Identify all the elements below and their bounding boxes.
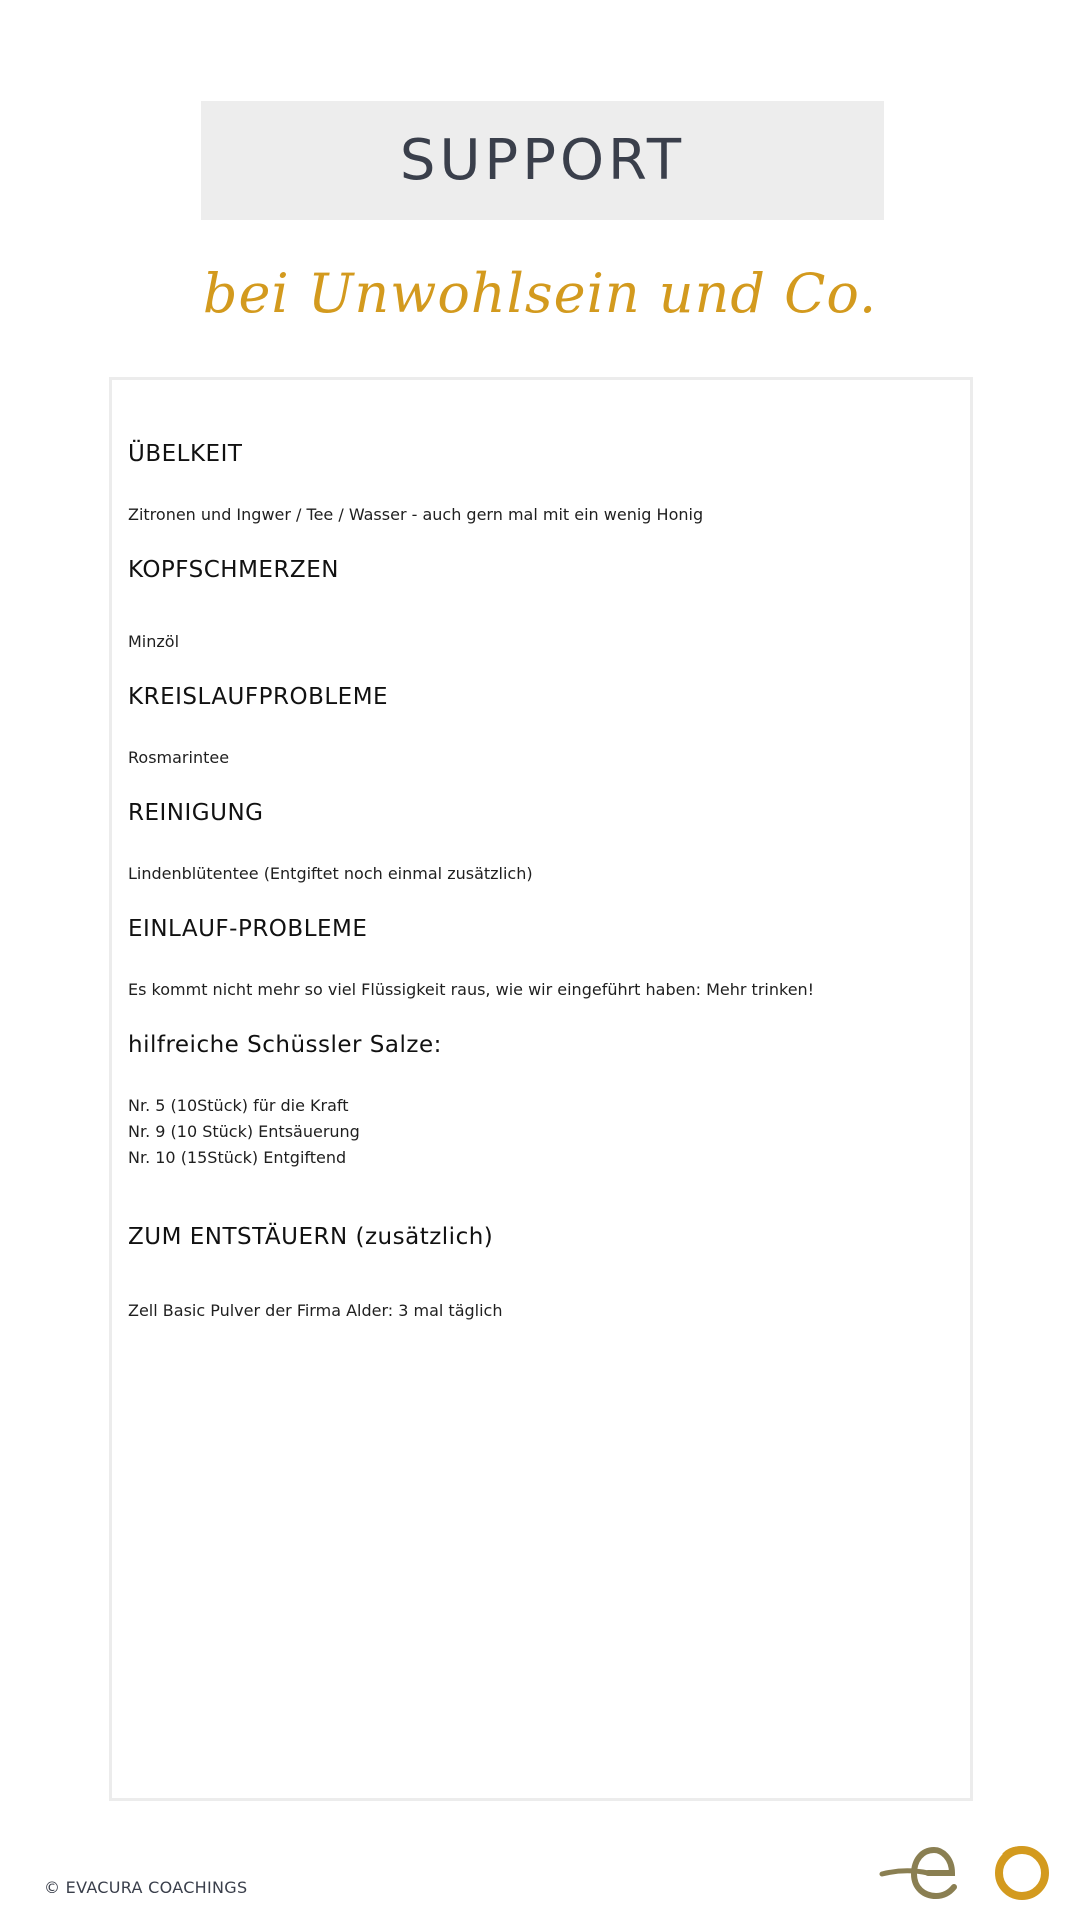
section-text: Minzöl bbox=[128, 632, 180, 651]
footer-copyright: © EVACURA COACHINGS bbox=[44, 1878, 248, 1897]
section-heading: hilfreiche Schüssler Salze: bbox=[128, 1032, 442, 1058]
section-text: Es kommt nicht mehr so viel Flüssigkeit raus, wie wir eingeführt haben: Mehr trinken! bbox=[128, 980, 815, 999]
section-heading: ZUM ENTSTÄUERN (zusätzlich) bbox=[128, 1224, 494, 1250]
list-item: Nr. 9 (10 Stück) Entsäuerung bbox=[128, 1122, 360, 1141]
section-entstaeuern-body bbox=[128, 1298, 948, 1324]
section-heading: EINLAUF-PROBLEME bbox=[128, 916, 368, 942]
page-title: SUPPORT bbox=[399, 128, 686, 193]
section-heading: KOPFSCHMERZEN bbox=[128, 557, 339, 583]
section-heading: ÜBELKEIT bbox=[128, 441, 243, 467]
section-text: Rosmarintee bbox=[128, 748, 230, 767]
content-frame bbox=[109, 377, 973, 1801]
page-subtitle: bei Unwohlsein und Co. bbox=[202, 262, 878, 325]
section-einlauf-probleme bbox=[128, 916, 948, 942]
section-heading: KREISLAUFPROBLEME bbox=[128, 684, 389, 710]
section-kopfschmerzen bbox=[128, 557, 948, 583]
section-text: Zitronen und Ingwer / Tee / Wasser - auch gern mal mit ein wenig Honig bbox=[128, 505, 704, 524]
section-kreislaufprobleme-body bbox=[128, 745, 948, 771]
section-uebelkeit bbox=[128, 441, 948, 467]
evacura-eo-logo-icon bbox=[876, 1836, 1056, 1906]
title-banner bbox=[201, 101, 884, 220]
section-text: Lindenblütentee (Entgiftet noch einmal zusätzlich) bbox=[128, 864, 533, 883]
section-uebelkeit-body bbox=[128, 502, 948, 528]
section-text: Zell Basic Pulver der Firma Alder: 3 mal täglich bbox=[128, 1301, 503, 1320]
list-item: Nr. 5 (10Stück) für die Kraft bbox=[128, 1096, 349, 1115]
section-heading: REINIGUNG bbox=[128, 800, 264, 826]
section-einlauf-probleme-body bbox=[128, 977, 948, 1003]
list-item: Nr. 10 (15Stück) Entgiftend bbox=[128, 1148, 347, 1167]
section-reinigung-body bbox=[128, 861, 948, 887]
section-schuessler-salze bbox=[128, 1032, 948, 1058]
section-kreislaufprobleme bbox=[128, 684, 948, 710]
section-entstaeuern bbox=[128, 1224, 948, 1250]
section-schuessler-salze-body bbox=[128, 1093, 948, 1171]
section-reinigung bbox=[128, 800, 948, 826]
section-kopfschmerzen-body bbox=[128, 629, 948, 655]
